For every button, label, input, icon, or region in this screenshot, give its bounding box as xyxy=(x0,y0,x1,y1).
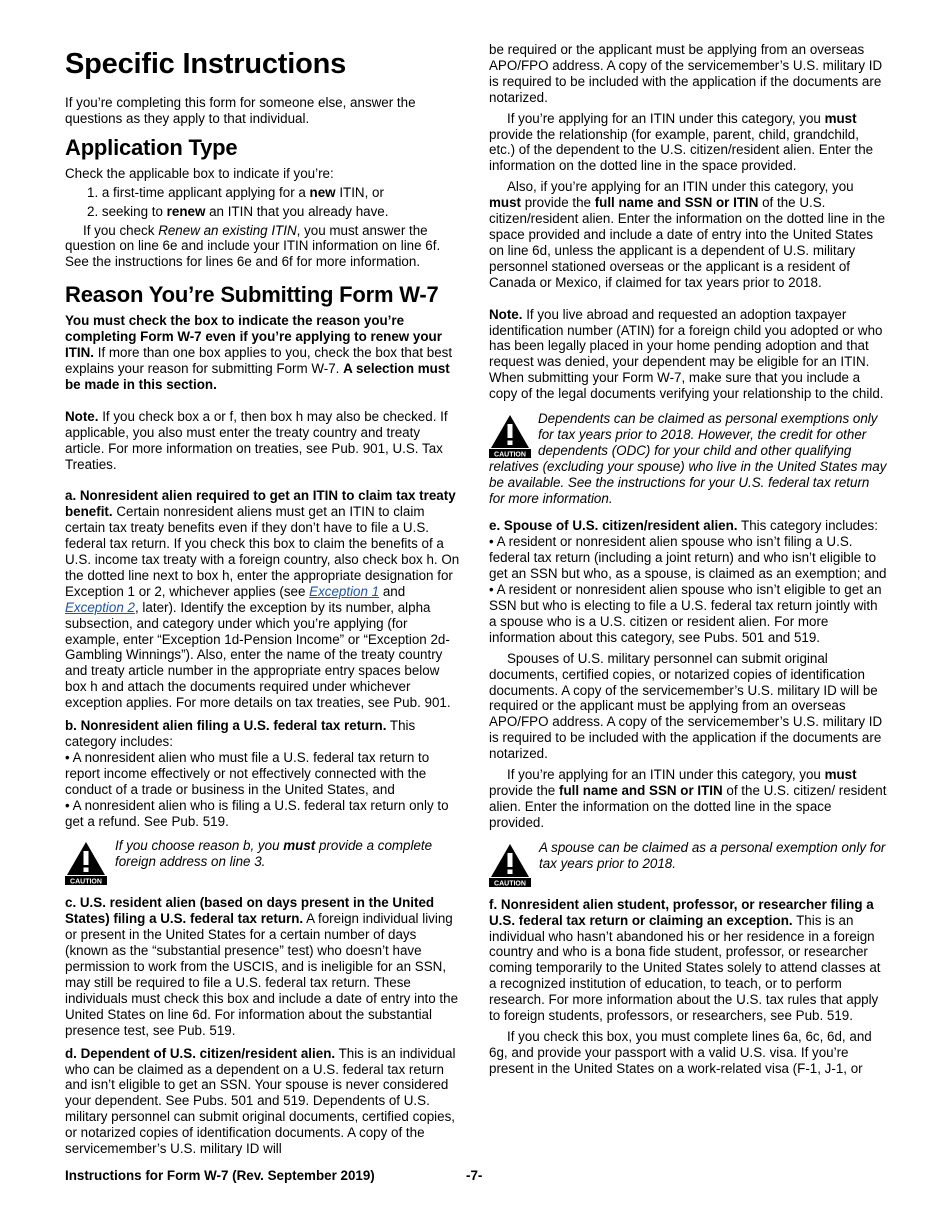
footer-form-title: Instructions for Form W-7 (Rev. September 2019) xyxy=(65,1168,375,1183)
caution-text-spouse: A spouse can be claimed as a personal exemption only for tax years prior to 2018. xyxy=(539,839,886,871)
section-e-bullet-1: • A resident or nonresident alien spouse who isn’t filing a U.S. federal tax return (including a joint return) and who isn’t eligible to get an SSN but who, as a spouse, is claimed as an exemption; and xyxy=(489,534,887,582)
caution-text-b: If you choose reason b, you must provide a complete foreign address on line 3. xyxy=(115,838,433,870)
page-number: -7- xyxy=(466,1168,483,1183)
application-type-list xyxy=(65,185,463,220)
section-e: e. Spouse of U.S. citizen/resident alien. This category includes: xyxy=(489,518,878,534)
application-type-heading: Application Type xyxy=(65,134,238,160)
section-c: c. U.S. resident alien (based on days present in the United States) filing a U.S. federal tax return. A foreign individual living or present in the United States for a certain number of days (known as the “substantial presence” test) who doesn’t have permission to work from the USCIS, and is ineligible for an SSN, may still be required to file a U.S. federal tax return. These individuals must check this box and include a date of entry into the United States on line 6d. For information about the substantial presence test, see Pub. 519. xyxy=(65,895,459,1038)
renew-paragraph: If you check Renew an existing ITIN, you must answer the question on line 6e and include your ITIN information on line 6f. See the instructions for lines 6e and 6f for more information. xyxy=(65,222,441,270)
reason-note: Note. If you check box a or f, then box h may also be checked. If applicable, you also must enter the treaty country and treaty article. For more information on treaties, see Pub. 901, U.S. Tax Treaties. xyxy=(65,408,448,472)
section-b-bullet-2: • A nonresident alien who is filing a U.S. federal tax return only to get a refund. See Pub. 519. xyxy=(65,797,449,829)
caution-text-dependents: Dependents can be claimed as personal exemptions only for tax years prior to 2018. However, the credit for other dependents (ODC) for your child and other qualifying relatives (excluding your spouse) who live in the United States may be available. See the instructions for your U.S. federal tax return for more information. xyxy=(489,411,887,506)
list-item: 2. seeking to renew an ITIN that you already have. xyxy=(87,203,389,219)
reason-heading: Reason You’re Submitting Form W-7 xyxy=(65,282,439,308)
caution-box-dependents xyxy=(489,411,887,506)
intro-text: If you’re completing this form for someone else, answer the questions as they apply to that individual. xyxy=(65,95,416,126)
caution-icon xyxy=(65,840,107,885)
section-b: b. Nonresident alien filing a U.S. federal tax return. This category includes: xyxy=(65,718,416,749)
section-d-full-name: Also, if you’re applying for an ITIN under this category, you must provide the full name and SSN or ITIN of the U.S. citizen/resident alien. Enter the information on the dotted line in the space provided and include a date of entry into the United States on line 6d, unless the applicant is a dependent of U.S. military personnel stationed overseas or the applicant is a resident of Canada or Mexico, if claimed for tax years prior to 2018. xyxy=(489,179,886,290)
right-column xyxy=(489,42,887,1077)
section-d: d. Dependent of U.S. citizen/resident alien. This is an individual who can be claimed as a dependent on a U.S. federal tax return and isn’t eligible to get an SSN. Your spouse is never considered your dependent. See Pubs. 501 and 519. Dependents of U.S. military personnel can submit original documents, certified copies, or notarized copies of identification documents. A copy of the servicemember’s U.S. military ID will xyxy=(65,1045,456,1157)
section-d-relationship: If you’re applying for an ITIN under this category, you must provide the relationship (for example, parent, child, grandchild, etc.) of the dependent to the U.S. citizen/resident alien. Enter the information on the dotted line in the space provided. xyxy=(489,110,874,174)
reason-paragraph: You must check the box to indicate the reason you’re completing Form W-7 even if you’re applying to renew your ITIN. If more than one box applies to you, check the box that best explains your reason for submitting Form W-7. A selection must be made in this section. xyxy=(65,313,453,392)
application-type-lead: Check the applicable box to indicate if you’re: xyxy=(65,165,334,181)
caution-icon xyxy=(489,842,531,887)
section-e-bullet-2: • A resident or nonresident alien spouse who isn’t eligible to get an SSN but who is electing to file a U.S. federal tax return jointly with a spouse who is a U.S. citizen or resident alien. For more information about this category, see Pubs. 501 and 519. xyxy=(489,582,882,645)
section-e-military: Spouses of U.S. military personnel can submit original documents, certified copies, or notarized copies of identification documents. A copy of the servicemember’s U.S. military ID will be required or the applicant must be applying from an overseas APO/FPO address. A copy of the servicemember’s U.S. military ID is required to be included with the application if the documents are notarized. xyxy=(489,650,883,762)
caution-box-spouse xyxy=(489,840,887,887)
atin-note: Note. If you live abroad and requested an adoption taxpayer identification number (ATIN) for a foreign child you adopted or who has been legally placed in your home pending adoption and that request was denied, your dependent may be eligible for an ITIN. When submitting your Form W-7, make sure that you include a copy of the legal documents verifying your relationship to the child. xyxy=(489,306,884,402)
section-a: a. Nonresident alien required to get an ITIN to claim tax treaty benefit. Certain nonresident aliens must get an ITIN to claim certain tax treaty benefits even if they don’t have to file a U.S. federal tax return. If you check this box to claim the benefits of a U.S. income tax treaty with a foreign country, also check box h. On the dotted line next to box h, enter the appropriate designation for Exception 1 or 2, whichever applies (see Exception 1 and Exception 2, later). Identify the exception by its number, alpha subsection, and category under which you’re applying (for example, enter “Exception 1d-Pension Income” or “Exception 2d-Gambling Winnings”). Also, enter the name of the treaty country and treaty article number in the appropriate entry spaces below box h and attach the documents required under whichever exception applies. For more details on tax treaties, see Pub. 901. xyxy=(65,488,460,711)
left-column xyxy=(65,42,463,1157)
svg-text:CAUTION: CAUTION xyxy=(494,880,526,887)
page-title: Specific Instructions xyxy=(65,48,347,80)
caution-box-b xyxy=(65,838,463,885)
exception-1-link[interactable]: Exception 1 xyxy=(309,583,380,599)
section-b-bullet-1: • A nonresident alien who must file a U.S. federal tax return to report income effectively or not effectively connected with the conduct of a trade or business in the United States, and xyxy=(65,749,430,797)
svg-text:CAUTION: CAUTION xyxy=(70,878,102,886)
exception-2-link[interactable]: Exception 2 xyxy=(65,599,135,615)
caution-icon xyxy=(489,413,531,458)
svg-text:CAUTION: CAUTION xyxy=(494,451,526,459)
list-item: 1. a first-time applicant applying for a new ITIN, or xyxy=(87,184,384,200)
section-e-full-name: If you’re applying for an ITIN under this category, you must provide the full name and SSN or ITIN of the U.S. citizen/ resident alien. Enter the information on the dotted line in the space provided. xyxy=(489,767,887,830)
section-f-passport: If you check this box, you must complete lines 6a, 6c, 6d, and 6g, and provide your passport with a valid U.S. visa. If you’re present in the United States on a work-related visa (F-1, J-1, or xyxy=(489,1028,872,1076)
section-f: f. Nonresident alien student, professor, or researcher filing a U.S. federal tax return or claiming an exception. This is an individual who hasn’t abandoned his or her residence in a foreign country and who is a bona fide student, professor, or researcher coming temporarily to the United States solely to attend classes at a recognized institution of education, to teach, or to perform research. For more information about the U.S. tax rules that apply to foreign students, professors, or researchers, see Pub. 519. xyxy=(489,896,881,1024)
section-d-continued: be required or the applicant must be applying from an overseas APO/FPO address. A copy of the servicemember’s U.S. military ID is required to be included with the application if the documents are notarized. xyxy=(489,42,883,105)
